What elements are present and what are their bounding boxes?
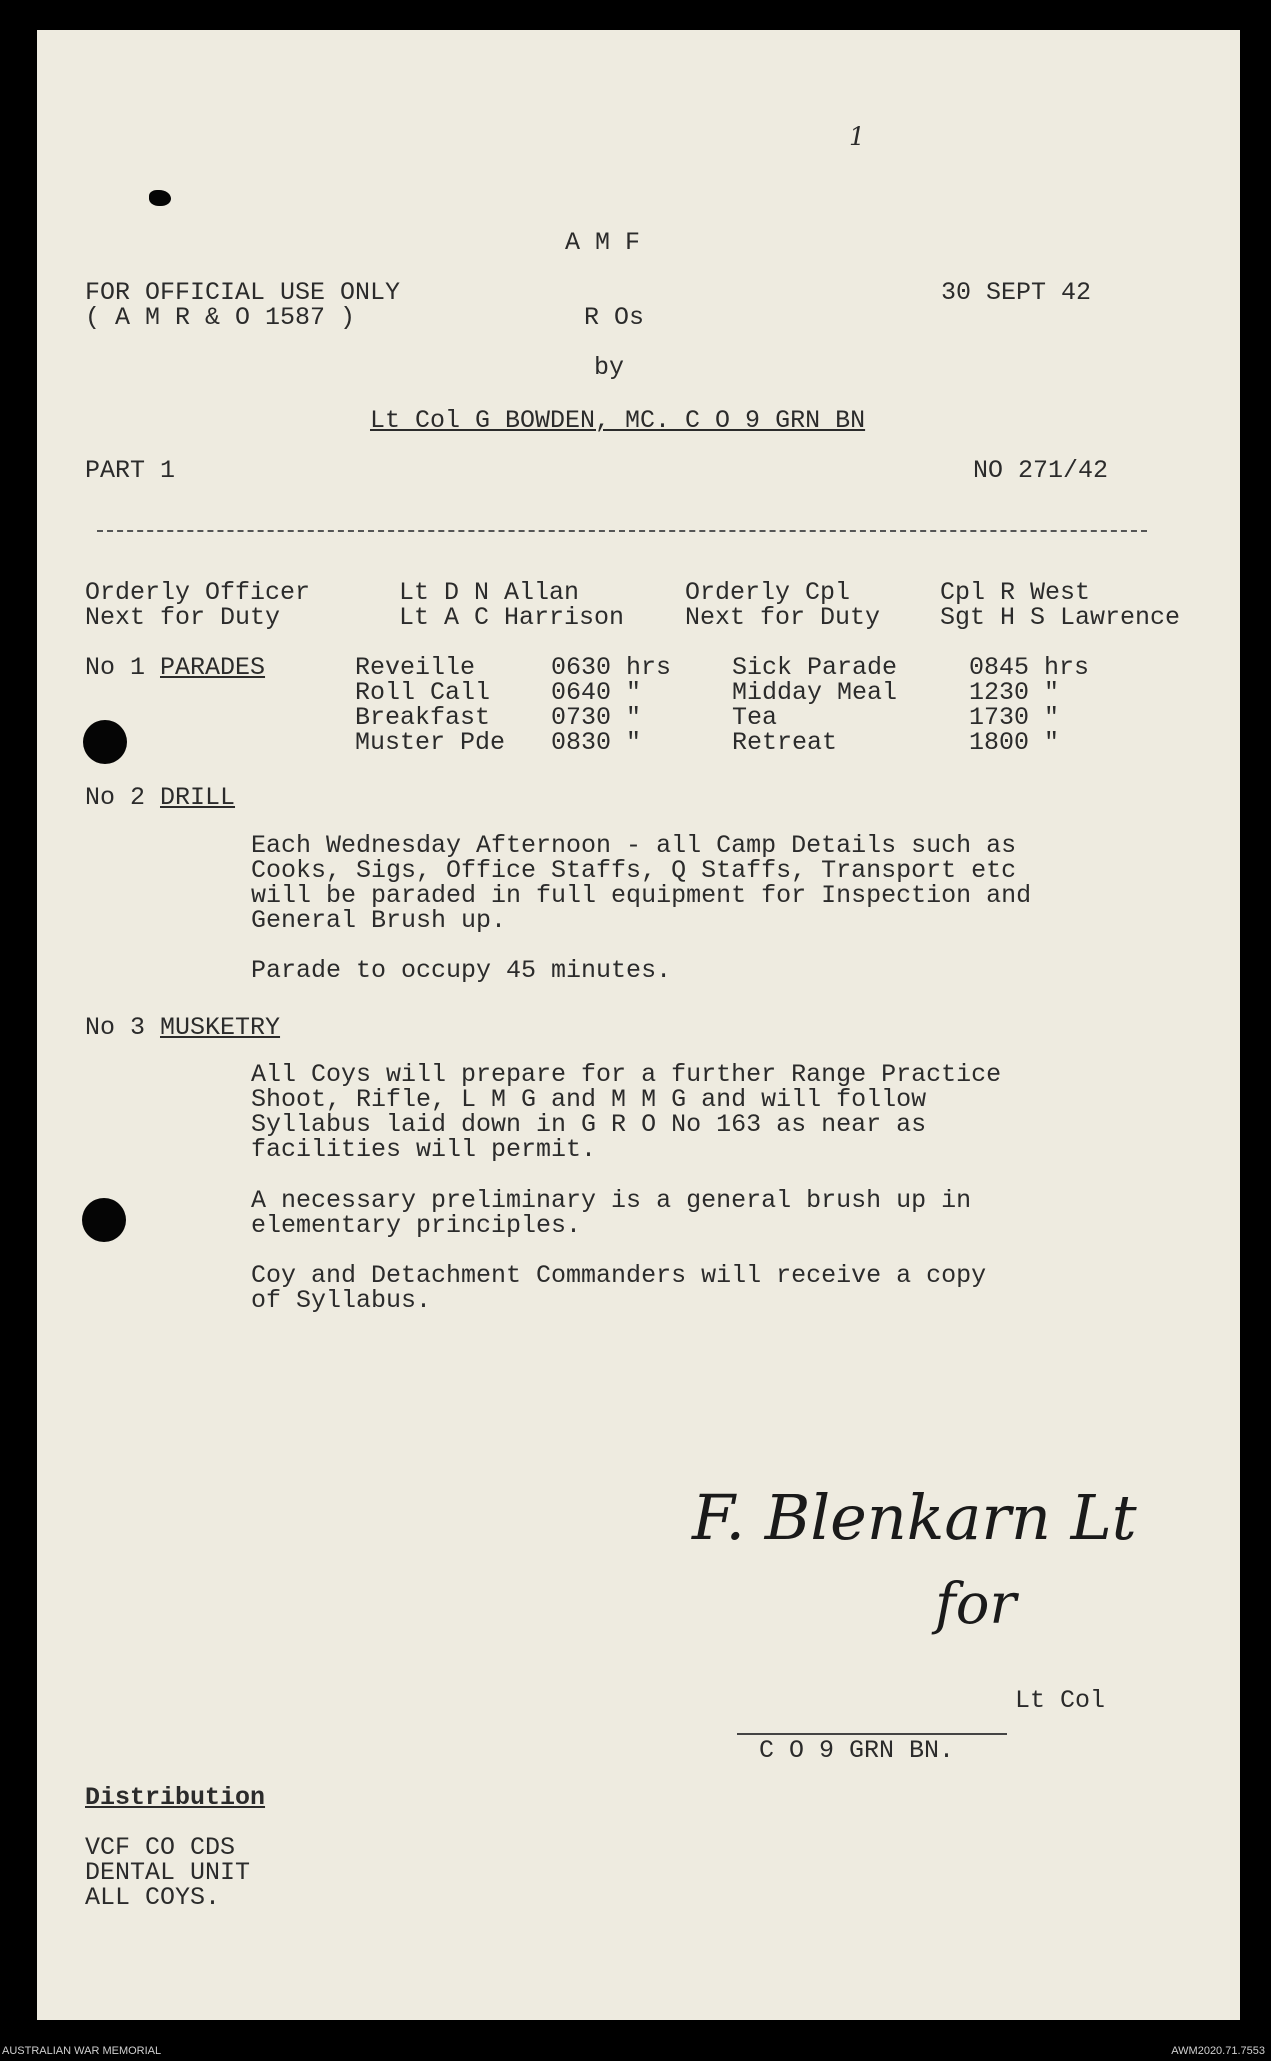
body-line: will be paraded in full equipment for Inspection and [251,881,1032,910]
routine-orders-title: R Os [584,303,645,332]
parade-name: Reveille [355,653,476,682]
section-number: No 3 [85,1013,146,1042]
duty-label: Next for Duty [85,603,281,632]
parade-time: 1800 " [969,728,1060,757]
handwritten-for: for [935,1572,1017,1637]
signature-line [737,1733,1007,1735]
part-label: PART 1 [85,456,176,485]
body-line: Syllabus laid down in G R O No 163 as near as [251,1110,927,1139]
body-line: elementary principles. [251,1211,582,1240]
separator-line [97,530,1147,532]
archive-reference: AWM2020.71.7553 [1171,2045,1265,2057]
parade-name: Muster Pde [355,728,506,757]
punch-tear [149,190,171,206]
parade-time: 0640 " [551,678,642,707]
distribution-heading: Distribution [85,1783,266,1812]
punch-hole [83,720,127,764]
page-number: 1 [849,122,865,151]
signature-rank: Lt Col [1015,1686,1106,1715]
handwritten-signature: F. Blenkarn Lt [692,1481,1137,1554]
parade-time: 0730 " [551,703,642,732]
parade-name: Sick Parade [732,653,898,682]
order-number: NO 271/42 [973,456,1109,485]
section-heading: DRILL [160,783,236,812]
duty-label: Orderly Cpl [685,578,851,607]
document-page [37,30,1240,2020]
distribution-line: DENTAL UNIT [85,1858,251,1887]
duty-name: Sgt H S Lawrence [940,603,1181,632]
section-number: No 2 [85,783,146,812]
by-label: by [594,353,625,382]
body-line: Parade to occupy 45 minutes. [251,956,672,985]
parade-name: Tea [732,703,778,732]
amf-heading: A M F [565,228,641,257]
parade-name: Retreat [732,728,838,757]
duty-label: Orderly Officer [85,578,311,607]
duty-name: Lt D N Allan [399,578,580,607]
parade-time: 0630 hrs [551,653,672,682]
body-line: facilities will permit. [251,1135,597,1164]
signature-unit: C O 9 GRN BN. [759,1736,955,1765]
section-heading: MUSKETRY [160,1013,281,1042]
distribution-line: VCF CO CDS [85,1833,236,1862]
body-line: All Coys will prepare for a further Range Practice [251,1060,1002,1089]
parade-time: 1230 " [969,678,1060,707]
body-line: Shoot, Rifle, L M G and M M G and will follow [251,1085,927,1114]
duty-name: Cpl R West [940,578,1091,607]
body-line: A necessary preliminary is a general brush up in [251,1186,972,1215]
amr-reference: ( A M R & O 1587 ) [85,303,356,332]
section-heading: PARADES [160,653,266,682]
punch-hole [82,1198,126,1242]
body-line: Coy and Detachment Commanders will receive a copy [251,1261,987,1290]
parade-time: 1730 " [969,703,1060,732]
parade-name: Roll Call [355,678,491,707]
body-line: Each Wednesday Afternoon - all Camp Details such as [251,831,1017,860]
section-number: No 1 [85,653,146,682]
official-use-label: FOR OFFICIAL USE ONLY [85,278,401,307]
parade-time: 0845 hrs [969,653,1090,682]
parade-time: 0830 " [551,728,642,757]
body-line: Cooks, Sigs, Office Staffs, Q Staffs, Transport etc [251,856,1017,885]
body-line: of Syllabus. [251,1286,432,1315]
duty-name: Lt A C Harrison [399,603,625,632]
commanding-officer: Lt Col G BOWDEN, MC. C O 9 GRN BN [370,406,866,435]
parade-name: Breakfast [355,703,491,732]
document-date: 30 SEPT 42 [941,278,1092,307]
archive-credit: AUSTRALIAN WAR MEMORIAL [2,2045,162,2057]
parade-name: Midday Meal [732,678,898,707]
body-line: General Brush up. [251,906,507,935]
distribution-line: ALL COYS. [85,1883,221,1912]
duty-label: Next for Duty [685,603,881,632]
